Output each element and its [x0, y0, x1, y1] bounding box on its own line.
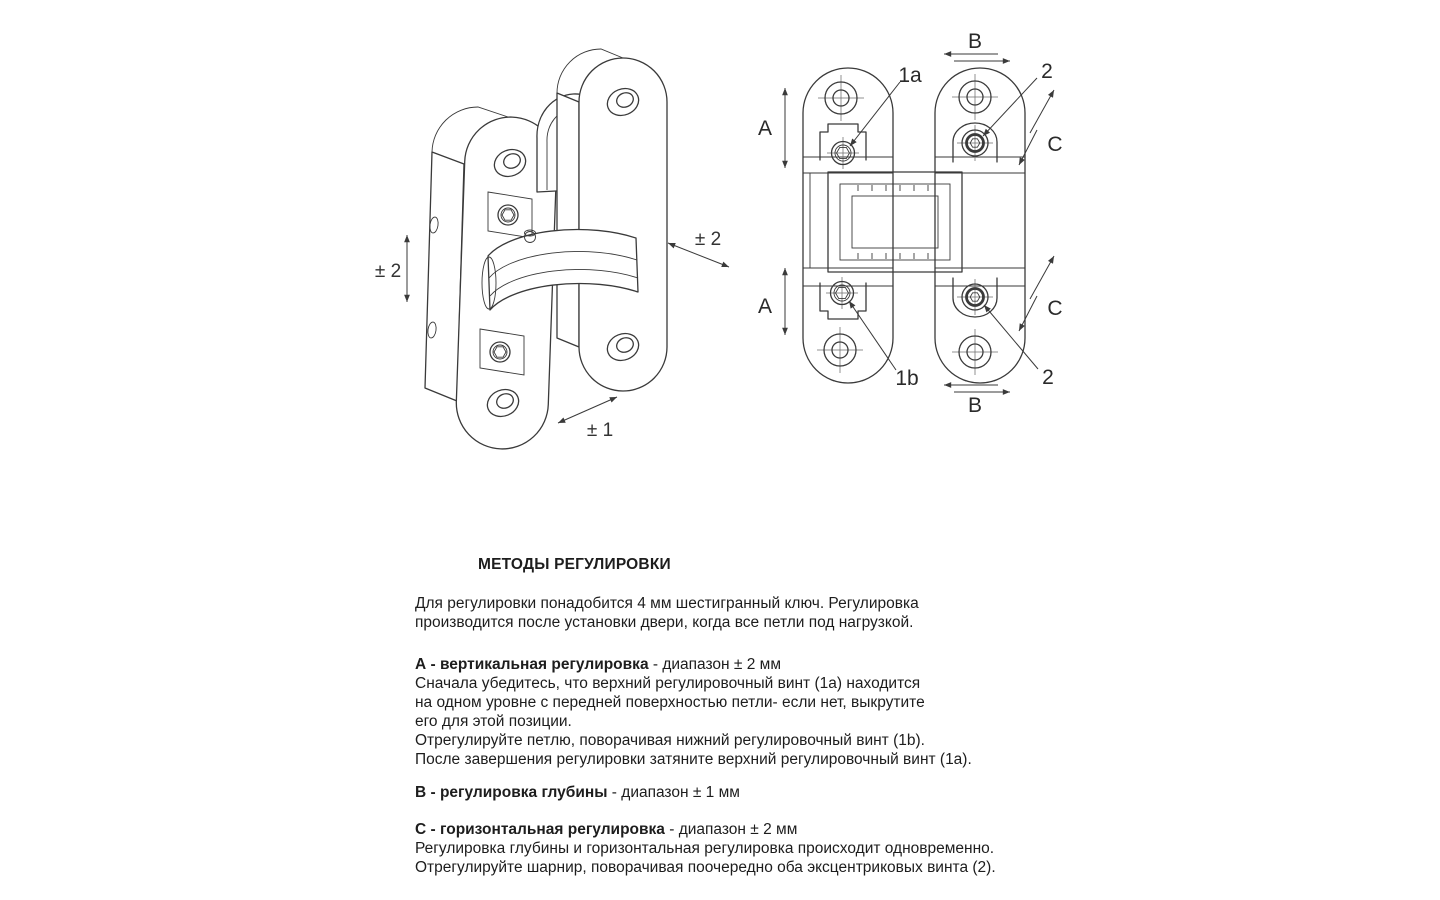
intro-paragraph — [415, 594, 1095, 632]
section-lines — [803, 157, 1025, 286]
hinge-isometric-drawing — [360, 30, 760, 470]
section-c-heading-rest: - диапазон ± 2 мм — [664, 821, 798, 838]
door-plate — [579, 58, 667, 391]
label-1b: 1b — [895, 367, 919, 390]
dim-label-a: A — [757, 295, 773, 318]
text-line: После завершения регулировки затяните верхний регулировочный винт (1а). — [415, 751, 972, 768]
screw-hole — [952, 74, 998, 120]
section-c-heading — [415, 820, 1095, 839]
dimension-vertical — [375, 235, 407, 302]
leader-2-top — [983, 60, 1053, 136]
section-b — [415, 783, 1095, 802]
text-line: его для этой позиции. — [415, 713, 572, 730]
hinge-arm — [828, 172, 962, 272]
label-1a: 1a — [898, 64, 922, 87]
dimension-b-top — [944, 30, 1010, 61]
dimension-a-top — [758, 88, 785, 168]
screw-1b — [826, 277, 858, 309]
text-line: Сначала убедитесь, что верхний регулировочный винт (1а) находится — [415, 675, 921, 692]
right-plate-outline — [935, 68, 1025, 383]
dim-label-vertical: ± 2 — [374, 261, 402, 282]
text-line: Отрегулируйте шарнир, поворачивая поочередно оба эксцентриковых винта (2). — [415, 859, 996, 876]
section-b-heading — [415, 783, 1095, 802]
dim-label-b: B — [967, 394, 983, 417]
dim-label-a: A — [757, 117, 773, 140]
instructions-title: МЕТОДЫ РЕГУЛИРОВКИ — [478, 556, 671, 573]
label-2: 2 — [1042, 366, 1054, 389]
section-a — [415, 655, 1095, 769]
section-a-heading — [415, 655, 1095, 674]
section-a-heading-bold: А - вертикальная регулировка — [415, 656, 649, 673]
screw-hole — [818, 75, 864, 121]
text-line: на одном уровне с передней поверхностью петли- если нет, выкрутите — [415, 694, 925, 711]
text-line: производится после установки двери, когда все петли под нагрузкой. — [415, 614, 914, 631]
section-a-heading-rest: - диапазон ± 2 мм — [648, 656, 781, 673]
text-line: Отрегулируйте петлю, поворачивая нижний регулировочный винт (1b). — [415, 732, 925, 749]
dimension-lateral — [668, 229, 729, 267]
dim-label-c: C — [1047, 133, 1063, 156]
screw-1a — [827, 137, 859, 169]
dim-label-depth: ± 1 — [586, 420, 614, 441]
dim-label-c: C — [1047, 297, 1063, 320]
leader-2-bottom — [984, 305, 1054, 389]
dimension-a-bottom — [758, 268, 785, 335]
screw-hole — [817, 327, 863, 373]
dim-label-b: B — [967, 30, 983, 53]
section-c-heading-bold: С - горизонтальная регулировка — [415, 821, 665, 838]
section-c — [415, 820, 1095, 877]
hinge-front-view-drawing — [740, 20, 1100, 440]
dim-label-lateral: ± 2 — [694, 229, 722, 250]
screw-hole — [952, 329, 998, 375]
instructions-text — [415, 594, 1095, 877]
text-line: Для регулировки понадобится 4 мм шестигранный ключ. Регулировка — [415, 595, 919, 612]
dimension-b-bottom — [944, 385, 1010, 417]
dimension-depth — [558, 397, 617, 441]
leader-1a — [850, 64, 922, 146]
text-line: Регулировка глубины и горизонтальная регулировка происходит одновременно. — [415, 840, 995, 857]
leader-1b — [849, 301, 919, 390]
section-b-heading-bold: В - регулировка глубины — [415, 784, 608, 801]
label-2: 2 — [1041, 60, 1053, 83]
section-b-heading-rest: - диапазон ± 1 мм — [607, 784, 740, 801]
